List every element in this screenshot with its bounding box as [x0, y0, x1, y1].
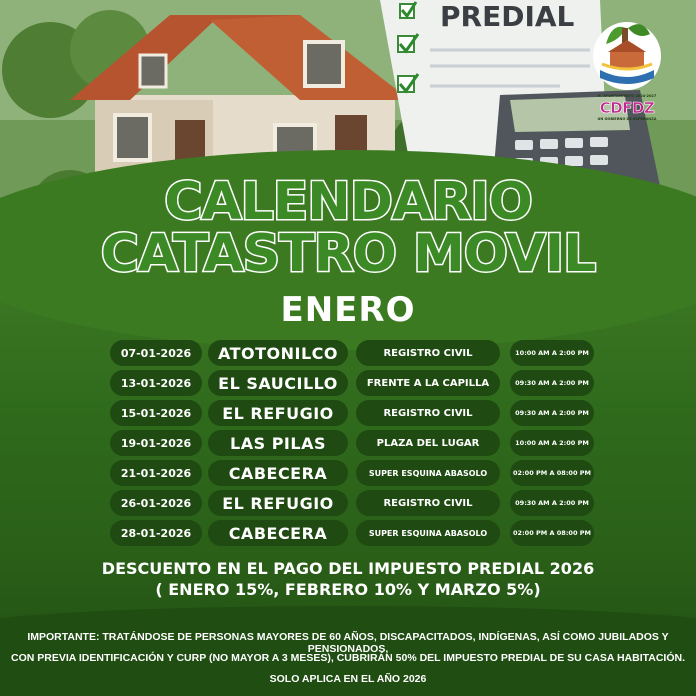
predial-form-title: PREDIAL — [440, 0, 575, 33]
schedule-time: 09:30 AM A 2:00 PM — [510, 370, 594, 396]
schedule-place: EL REFUGIO — [208, 400, 348, 426]
schedule-time: 09:30 AM A 2:00 PM — [510, 400, 594, 426]
schedule-place: ATOTONILCO — [208, 340, 348, 366]
schedule-time: 02:00 PM A 08:00 PM — [510, 520, 594, 546]
schedule-place: CABECERA — [208, 460, 348, 486]
logo-brand: CDFDZ — [599, 99, 655, 117]
schedule-location: REGISTRO CIVIL — [356, 490, 500, 516]
schedule-location: SUPER ESQUINA ABASOLO — [356, 460, 500, 486]
schedule-time: 09:30 AM A 2:00 PM — [510, 490, 594, 516]
schedule-place: LAS PILAS — [208, 430, 348, 456]
month-heading: ENERO — [280, 290, 416, 330]
important-note-line-1: IMPORTANTE: TRATÁNDOSE DE PERSONAS MAYORES DE 60 AÑOS, DISCAPACITADOS, INDÍGENAS, ASÍ COMO JUBILADOS Y PENSIONADOS, — [27, 631, 669, 655]
schedule-time: 10:00 AM A 2:00 PM — [510, 430, 594, 456]
title-line-1: CALENDARIO — [164, 172, 532, 232]
municipal-logo — [592, 14, 662, 122]
logo-caption: H. AYUNTAMIENTO 2024-2027 — [597, 94, 657, 98]
discount-heading: DESCUENTO EN EL PAGO DEL IMPUESTO PREDIAL 2026 — [101, 559, 595, 578]
municipal-emblem-icon — [592, 14, 662, 96]
schedule-date: 19-01-2026 — [110, 430, 202, 456]
schedule-row — [0, 490, 696, 516]
schedule-location: FRENTE A LA CAPILLA — [356, 370, 500, 396]
schedule-place: EL SAUCILLO — [208, 370, 348, 396]
schedule-row — [0, 460, 696, 486]
schedule-date: 07-01-2026 — [110, 340, 202, 366]
schedule-row — [0, 340, 696, 366]
schedule-row — [0, 430, 696, 456]
important-note-line-3: SOLO APLICA EN EL AÑO 2026 — [269, 673, 427, 685]
schedule-date: 28-01-2026 — [110, 520, 202, 546]
important-note-line-2: CON PREVIA IDENTIFICACIÓN Y CURP (NO MAYOR A 3 MESES), CUBRIRÁN 50% DEL IMPUESTO PREDIAL DE SU CASA HABITACIÓN. — [10, 652, 686, 664]
schedule-location: REGISTRO CIVIL — [356, 400, 500, 426]
schedule-row — [0, 400, 696, 426]
schedule-location: PLAZA DEL LUGAR — [356, 430, 500, 456]
schedule-date: 13-01-2026 — [110, 370, 202, 396]
discount-percentages: ( ENERO 15%, FEBRERO 10% Y MARZO 5%) — [155, 580, 541, 599]
logo-tagline: UN GOBIERNO DE ESPERANZA — [597, 117, 657, 121]
schedule-place: CABECERA — [208, 520, 348, 546]
schedule-time: 02:00 PM A 08:00 PM — [510, 460, 594, 486]
schedule-row — [0, 370, 696, 396]
schedule-date: 26-01-2026 — [110, 490, 202, 516]
schedule-date: 21-01-2026 — [110, 460, 202, 486]
schedule-location: REGISTRO CIVIL — [356, 340, 500, 366]
schedule-location: SUPER ESQUINA ABASOLO — [356, 520, 500, 546]
schedule-place: EL REFUGIO — [208, 490, 348, 516]
schedule-row — [0, 520, 696, 546]
schedule-time: 10:00 AM A 2:00 PM — [510, 340, 594, 366]
schedule-date: 15-01-2026 — [110, 400, 202, 426]
title-line-2: CATASTRO MOVIL — [100, 224, 596, 284]
